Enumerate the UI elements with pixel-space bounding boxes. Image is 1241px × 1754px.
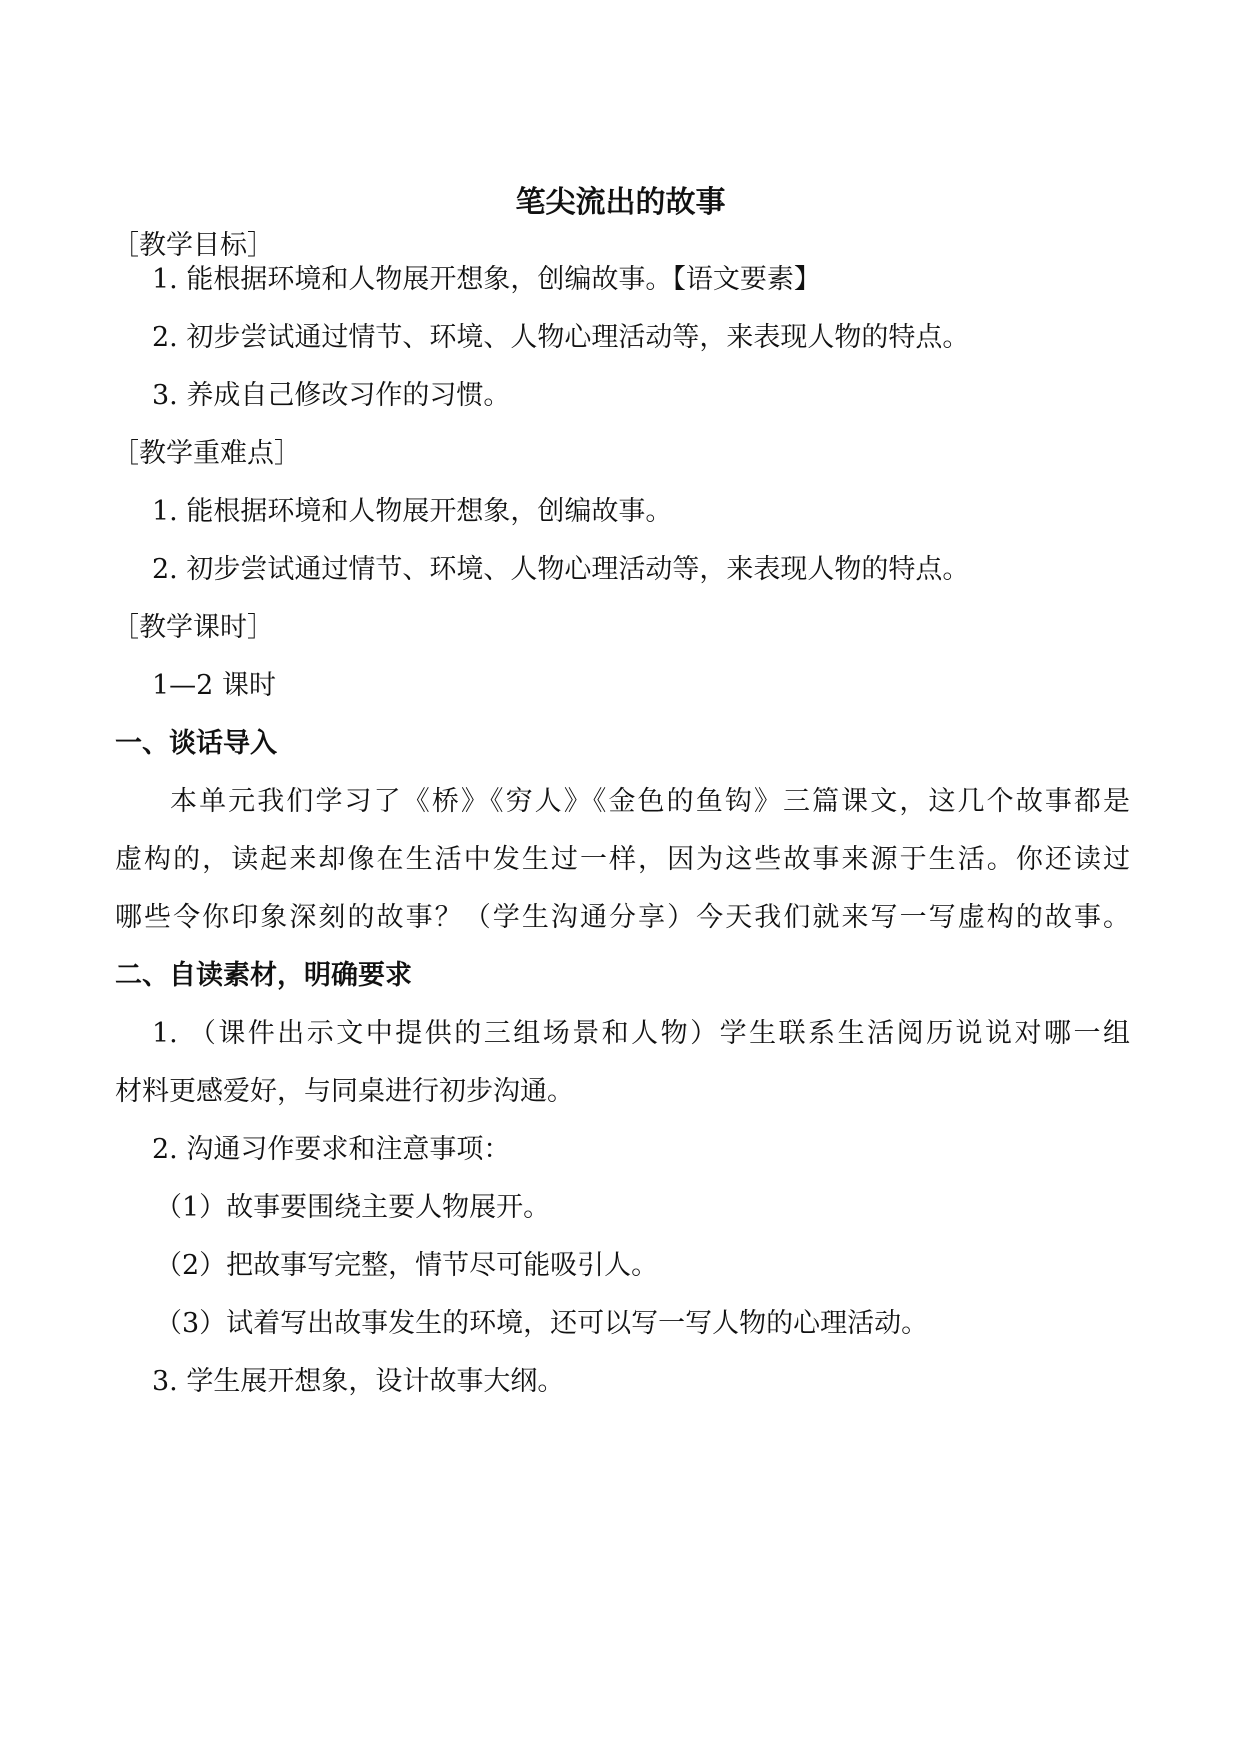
part2-heading: 二、自读素材，明确要求 <box>115 960 412 991</box>
part2-item2: 2. 沟通习作要求和注意事项： <box>152 1134 511 1165</box>
part2-subitem: （3）试着写出故事发生的环境，还可以写一写人物的心理活动。 <box>155 1308 929 1339</box>
part2-item3: 3. 学生展开想象，设计故事大纲。 <box>152 1366 565 1397</box>
part1-paragraph-line: 哪些令你印象深刻的故事？（学生沟通分享）今天我们就来写一写虚构的故事。 <box>115 902 1130 933</box>
page-title: 笔尖流出的故事 <box>515 185 726 221</box>
part2-subitem: （1）故事要围绕主要人物展开。 <box>155 1192 551 1223</box>
section-heading-objectives: ［教学目标］ <box>112 230 274 261</box>
part1-paragraph-line: 虚构的，读起来却像在生活中发生过一样，因为这些故事来源于生活。你还读过 <box>115 844 1130 875</box>
section-heading-class-hours: ［教学课时］ <box>112 612 274 643</box>
objective-item: 2. 初步尝试通过情节、环境、人物心理活动等，来表现人物的特点。 <box>152 322 970 353</box>
part1-paragraph-line: 本单元我们学习了《桥》《穷人》《金色的鱼钩》三篇课文，这几个故事都是 <box>170 786 1130 817</box>
objective-item: 1. 能根据环境和人物展开想象，创编故事。【语文要素】 <box>152 264 821 295</box>
section-heading-key-points: ［教学重难点］ <box>112 438 301 469</box>
objective-item: 3. 养成自己修改习作的习惯。 <box>152 380 511 411</box>
part2-item1-line: 材料更感爱好，与同桌进行初步沟通。 <box>115 1076 574 1107</box>
key-point-item: 2. 初步尝试通过情节、环境、人物心理活动等，来表现人物的特点。 <box>152 554 970 585</box>
key-point-item: 1. 能根据环境和人物展开想象，创编故事。 <box>152 496 673 527</box>
class-hours-value: 1—2 课时 <box>152 670 276 701</box>
part1-heading: 一、谈话导入 <box>115 728 277 759</box>
part2-item1-line: 1. （课件出示文中提供的三组场景和人物）学生联系生活阅历说说对哪一组 <box>152 1018 1130 1049</box>
part2-subitem: （2）把故事写完整，情节尽可能吸引人。 <box>155 1250 659 1281</box>
